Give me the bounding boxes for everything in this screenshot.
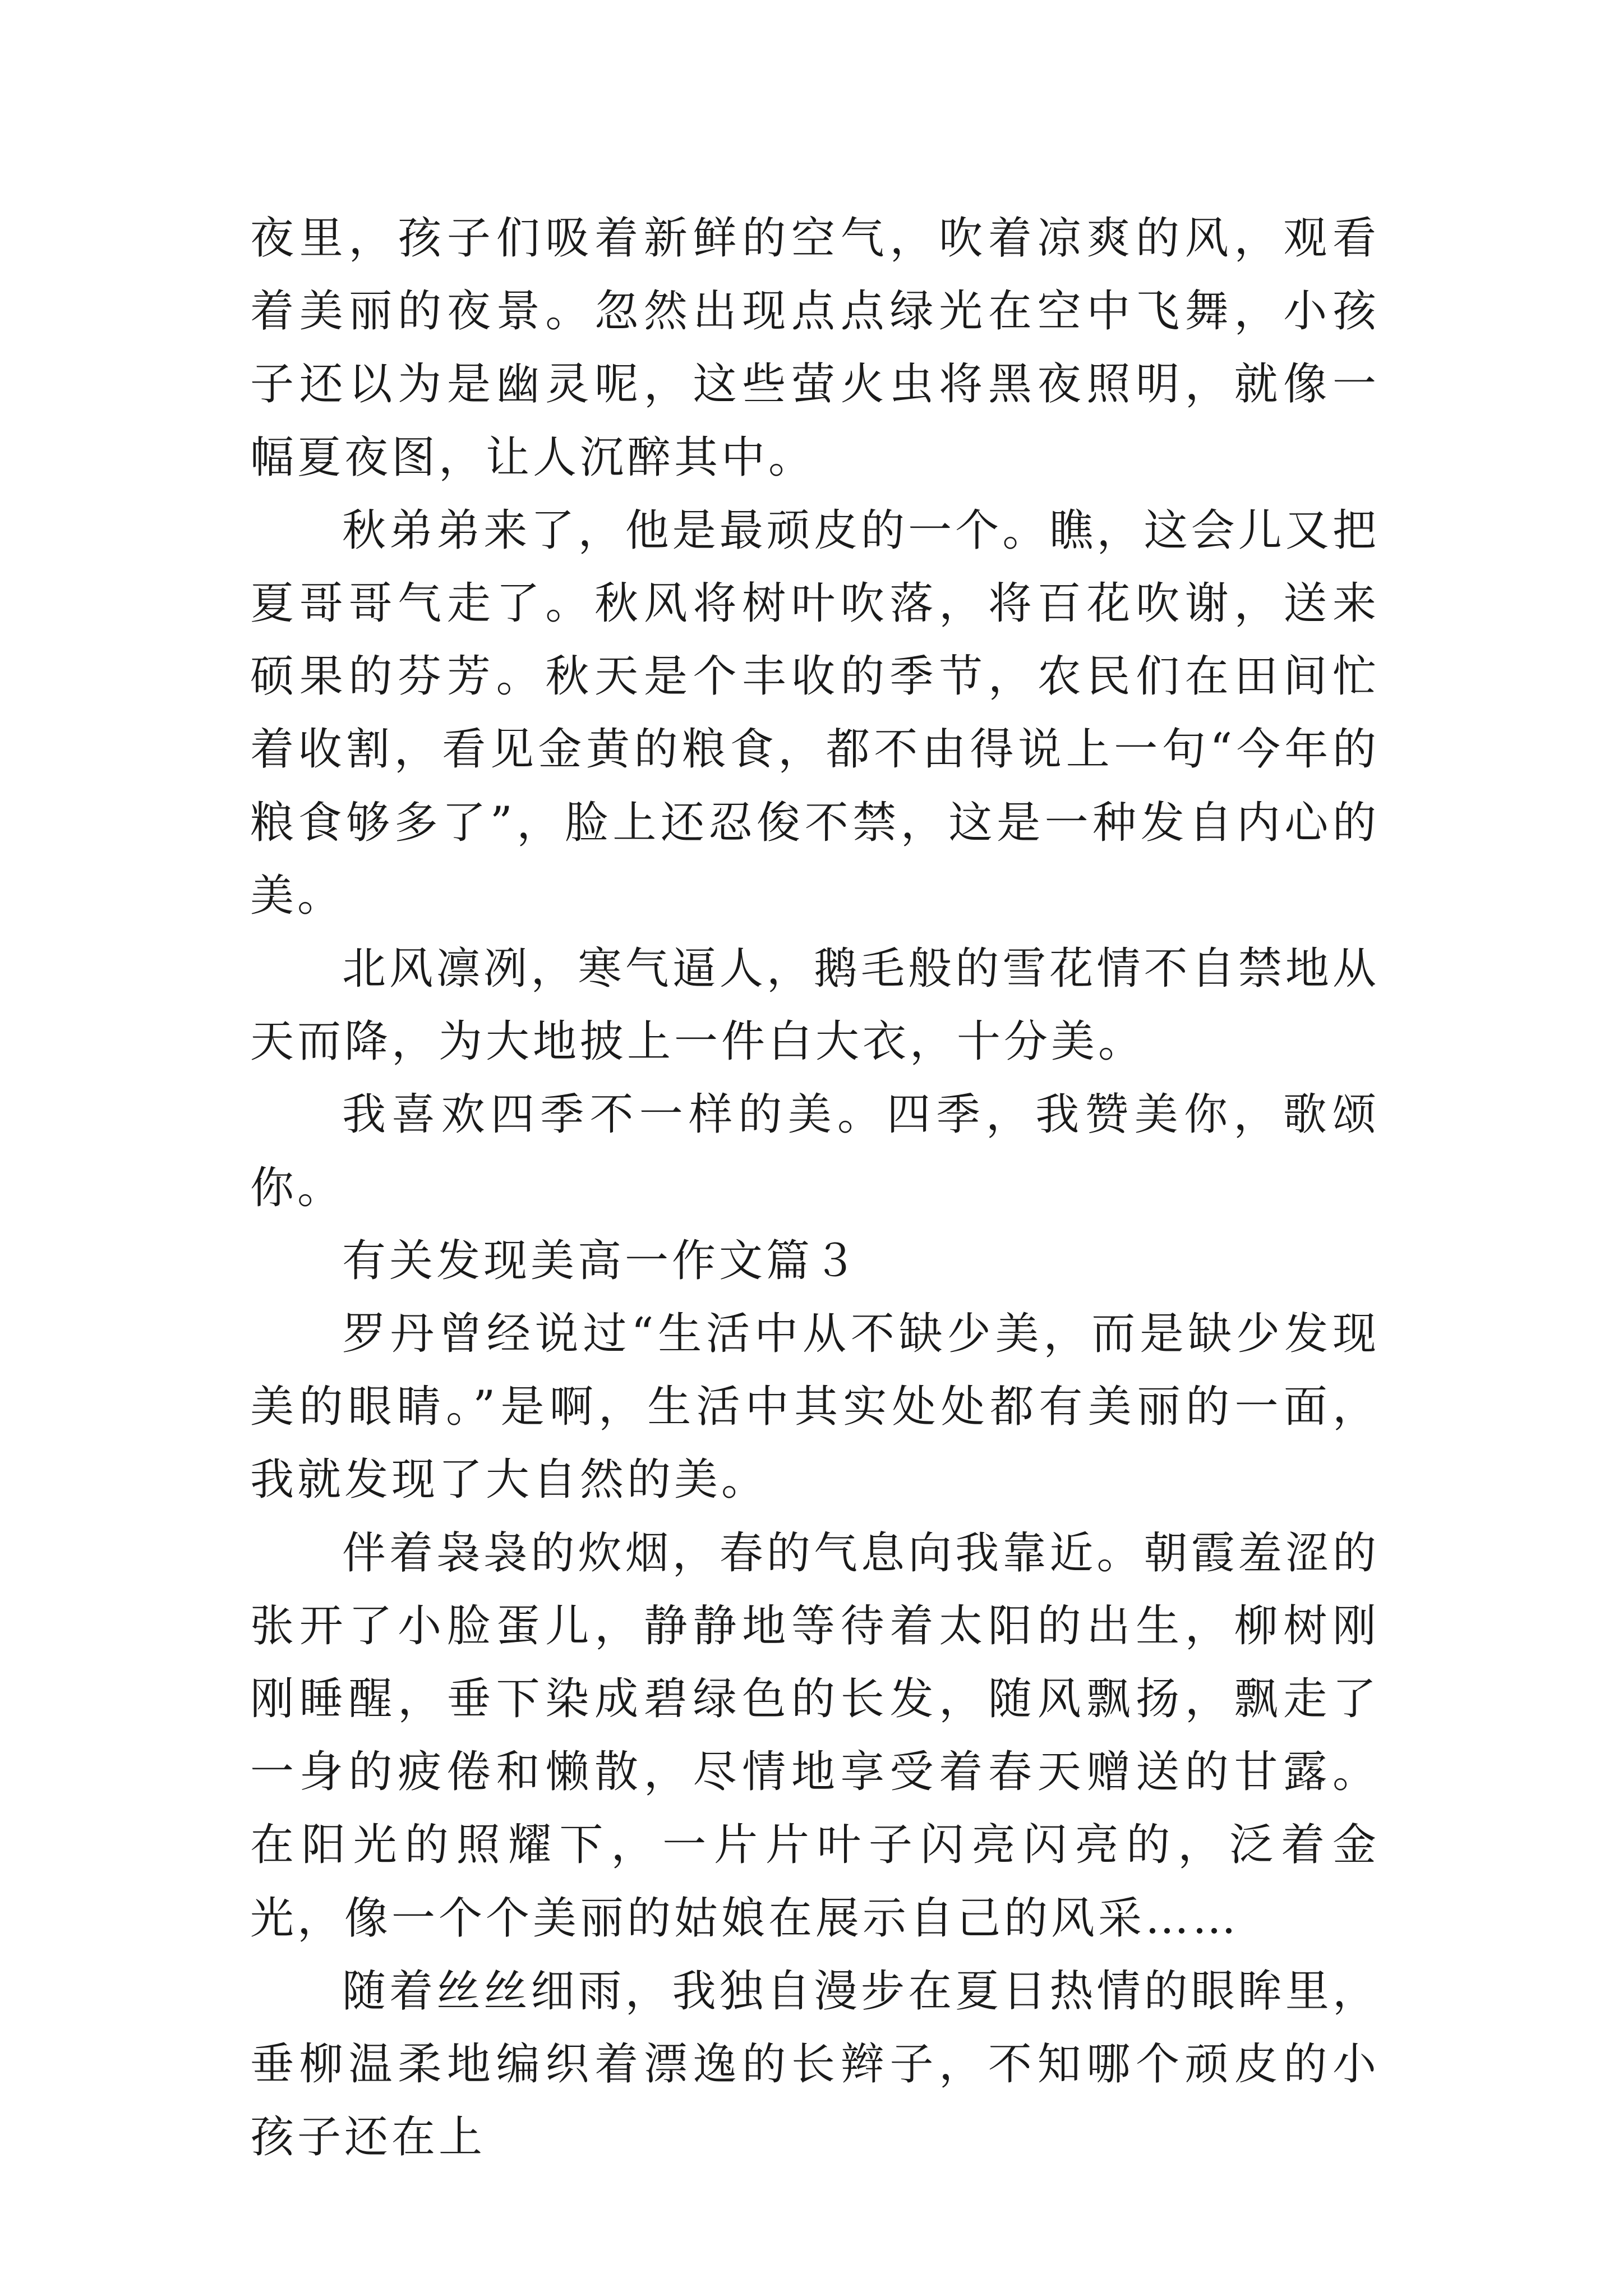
paragraph-summer-night: 夜里，孩子们吸着新鲜的空气，吹着凉爽的风，观看着美丽的夜景。忽然出现点点绿光在空中飞舞，小孩子还以为是幽灵呢，这些萤火虫将黑夜照明，就像一幅夏夜图，让人沉醉其中。 xyxy=(250,213,1380,483)
paragraph-four-seasons: 我喜欢四季不一样的美。四季，我赞美你，歌颂你。 xyxy=(250,1089,1380,1213)
paragraph-spring: 伴着袅袅的炊烟，春的气息向我靠近。朝霞羞涩的张开了小脸蛋儿，静静地等待着太阳的出生，柳树刚刚睡醒，垂下染成碧绿色的长发，随风飘扬，飘走了一身的疲倦和懒散，尽情地享受着春天赠送的甘露。在阳光的照耀下，一片片叶子闪亮闪亮的，泛着金光，像一个个美丽的姑娘在展示自己的风采…… xyxy=(250,1527,1380,1944)
paragraph-rodin-quote: 罗丹曾经说过“生活中从不缺少美，而是缺少发现美的眼睛。”是啊，生活中其实处处都有美丽的一面，我就发现了大自然的美。 xyxy=(250,1309,1380,1506)
document-body xyxy=(250,202,1380,2174)
paragraph-autumn: 秋弟弟来了，他是最顽皮的一个。瞧，这会儿又把夏哥哥气走了。秋风将树叶吹落，将百花吹谢，送来硕果的芬芳。秋天是个丰收的季节，农民们在田间忙着收割，看见金黄的粮食，都不由得说上一句“今年的粮食够多了”，脸上还忍俊不禁，这是一种发自内心的美。 xyxy=(250,505,1380,921)
paragraph-summer-rain: 随着丝丝细雨，我独自漫步在夏日热情的眼眸里，垂柳温柔地编织着漂逸的长辫子，不知哪个顽皮的小孩子还在上 xyxy=(250,1966,1380,2163)
section-heading: 有关发现美高一作文篇３ xyxy=(342,1235,861,1286)
paragraph-winter: 北风凛冽，寒气逼人，鹅毛般的雪花情不自禁地从天而降，为大地披上一件白大衣，十分美。 xyxy=(250,944,1380,1068)
